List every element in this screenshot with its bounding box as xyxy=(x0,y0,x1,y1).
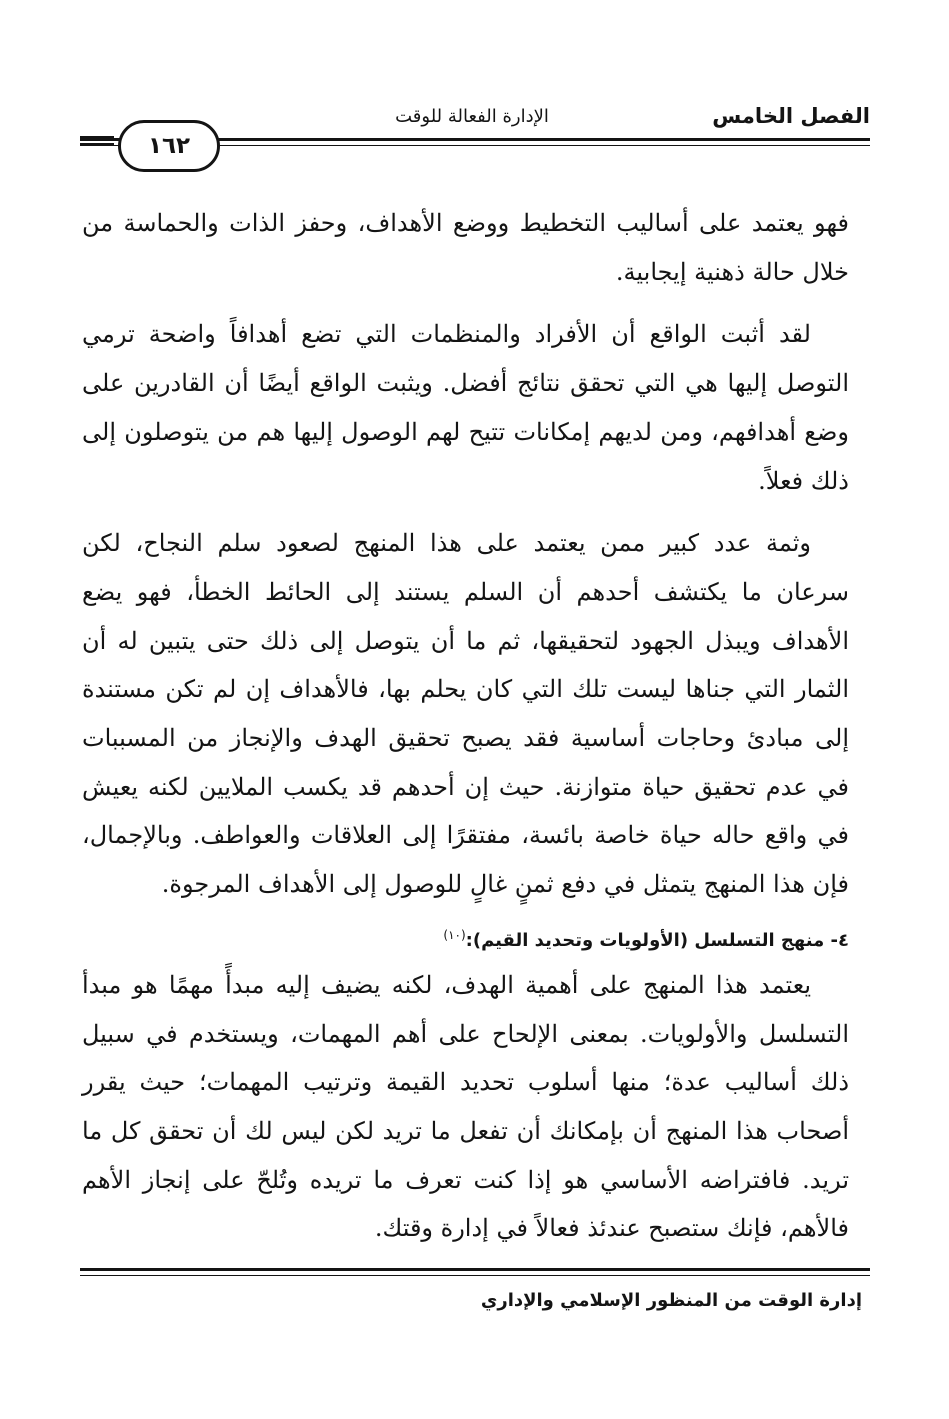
footer-series-title: إدارة الوقت من المنظور الإسلامي والإداري xyxy=(480,1290,862,1311)
paragraph-4: يعتمد هذا المنهج على أهمية الهدف، لكنه يضيف إليه مبدأً مهمًا هو مبدأ التسلسل والأولويات. بمعنى الإلحاح على أهم المهمات، ويستخدم في سبيل ذلك أساليب عدة؛ منها أسلوب تحديد القيمة وترتيب المهمات؛ حيث يقرر أصحاب هذا المنهج أن بإمكانك أن تفعل ما تريد لكن ليس لك أن تحقق كل ما تريد. فافتراضه الأساسي هو إذا كنت تعرف ما تريده وتُلحّ على إنجاز الأهم فالأهم، فإنك ستصبح عندئذ فعالاً في إدارة وقتك. xyxy=(82,970,849,1243)
book-title: الإدارة الفعالة للوقت xyxy=(395,106,549,127)
paragraph-2: لقد أثبت الواقع أن الأفراد والمنظمات التي تضع أهدافاً واضحة ترمي التوصل إليها هي التي تحقق نتائج أفضل. ويثبت الواقع أيضًا أن القادرين على وضع أهدافهم، ومن لديهم إمكانات تتيح لهم الوصول إليها هم من يتوصلون إلى ذلك فعلاً. xyxy=(82,320,849,495)
footnote-reference: (١٠) xyxy=(443,927,466,942)
section-heading xyxy=(82,915,849,961)
page-body xyxy=(82,199,849,1253)
footer-rule-thin xyxy=(80,1275,870,1276)
page-number: ١٦٢ xyxy=(118,120,220,172)
header-double-dash xyxy=(80,136,114,148)
chapter-title: الفصل الخامس xyxy=(712,104,870,128)
running-header xyxy=(80,100,870,180)
paragraph-3: وثمة عدد كبير ممن يعتمد على هذا المنهج لصعود سلم النجاح، لكن سرعان ما يكتشف أحدهم أن السلم يستند إلى الحائط الخطأ، فهو يضع الأهداف ويبذل الجهود لتحقيقها، ثم ما أن يتوصل إلى ذلك حتى يتبين له أن الثمار التي جناها ليست تلك التي كان يحلم بها، فالأهداف إن لم تكن مستندة إلى مبادئ وحاجات أساسية فقد يصبح تحقيق الهدف والإنجاز من المسببات في عدم تحقيق حياة متوازنة. حيث إن أحدهم قد يكسب الملايين لكنه يعيش في واقع حاله حياة خاصة بائسة، مفتقرًا إلى العلاقات والعواطف. وبالإجمال، فإن هذا المنهج يتمثل في دفع ثمنٍ غالٍ للوصول إلى الأهداف المرجوة. xyxy=(82,529,849,899)
paragraph-1: فهو يعتمد على أساليب التخطيط ووضع الأهداف، وحفز الذات والحماسة من خلال حالة ذهنية إيجابية. xyxy=(82,209,849,286)
footer-rule-thick xyxy=(80,1268,870,1271)
section-heading-text: ٤- منهج التسلسل (الأولويات وتحديد القيم): xyxy=(465,929,849,951)
